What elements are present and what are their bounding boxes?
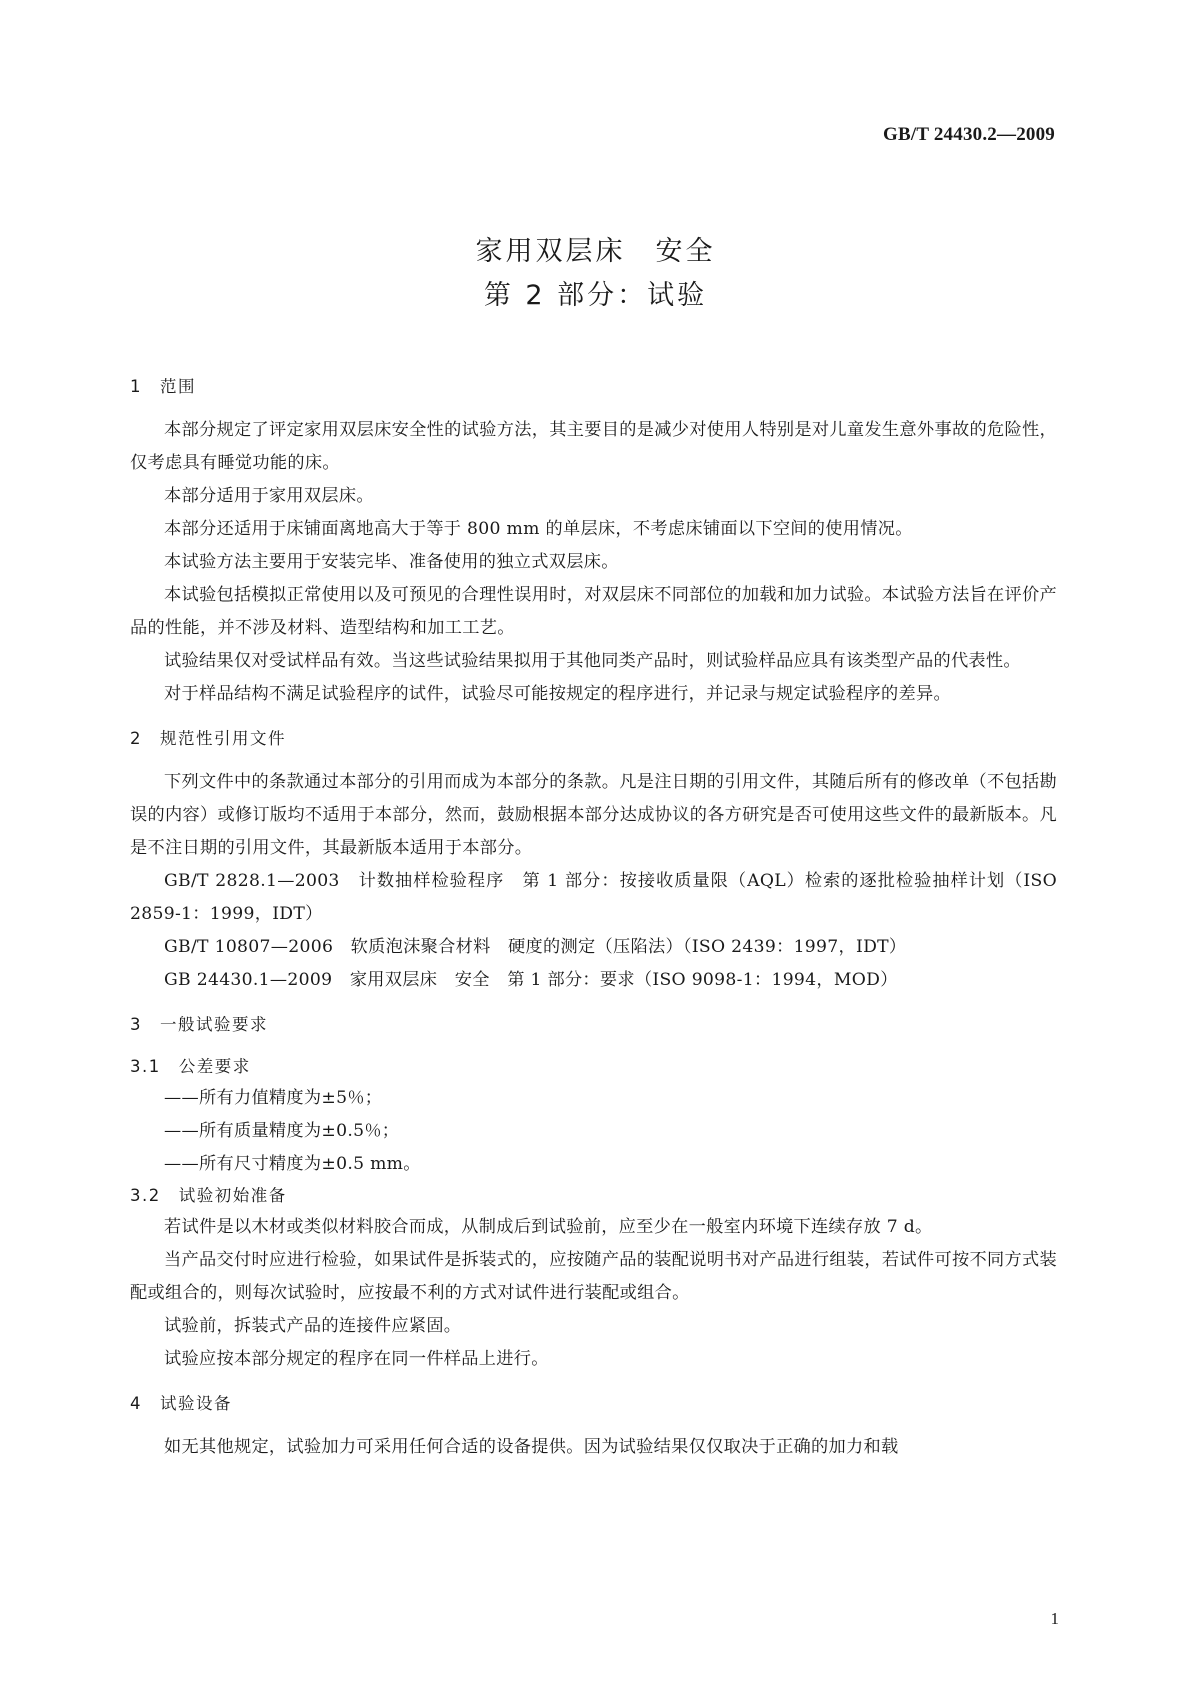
paragraph: 如无其他规定，试验加力可采用任何合适的设备提供。因为试验结果仅仅取决于正确的加力和载 [164, 1437, 899, 1457]
paragraph: 对于样品结构不满足试验程序的试件，试验尽可能按规定的程序进行，并记录与规定试验程序的差异。 [164, 684, 951, 704]
document-body [130, 372, 1057, 1464]
document-subtitle: 第 2 部分：试验 [483, 280, 708, 311]
paragraph: 试验结果仅对受试样品有效。当这些试验结果拟用于其他同类产品时，则试验样品应具有该类型产品的代表性。 [164, 651, 1021, 671]
paragraph: 本部分适用于家用双层床。 [164, 486, 374, 506]
paragraph: 试验应按本部分规定的程序在同一件样品上进行。 [164, 1349, 549, 1369]
section-heading [130, 372, 1057, 402]
paragraph: 本部分还适用于床铺面离地高大于等于 800 mm 的单层床，不考虑床铺面以下空间的使用情况。 [164, 519, 913, 539]
standard-code: GB/T 24430.2—2009 [883, 124, 1055, 145]
reference-item: GB 24430.1—2009 家用双层床 安全 第 1 部分：要求（ISO 9098-1：1994，MOD） [164, 970, 898, 990]
list-item: ——所有质量精度为±0.5％； [164, 1121, 400, 1141]
subsection-title: 公差要求 [178, 1057, 251, 1076]
section-title: 试验设备 [160, 1394, 232, 1413]
subsection-heading [130, 1181, 1057, 1211]
page-number: 1 [1050, 1609, 1059, 1628]
section-number: 1 [130, 377, 142, 396]
section-heading [130, 1010, 1057, 1040]
section-title: 范围 [160, 377, 196, 396]
section-heading [130, 724, 1057, 754]
paragraph: 试验前，拆装式产品的连接件应紧固。 [164, 1316, 462, 1336]
reference-item: GB/T 10807—2006 软质泡沫聚合材料 硬度的测定（压陷法）（ISO 2439：1997，IDT） [164, 937, 907, 957]
paragraph: 本试验方法主要用于安装完毕、准备使用的独立式双层床。 [164, 552, 619, 572]
paragraph: 本部分规定了评定家用双层床安全性的试验方法，其主要目的是减少对使用人特别是对儿童发生意外事故的危险性，仅考虑具有睡觉功能的床。 [130, 420, 1057, 473]
paragraph: 本试验包括模拟正常使用以及可预见的合理性误用时，对双层床不同部位的加载和加力试验。本试验方法旨在评价产品的性能，并不涉及材料、造型结构和加工工艺。 [130, 585, 1057, 638]
section-title: 一般试验要求 [160, 1015, 268, 1034]
subsection-title: 试验初始准备 [178, 1186, 287, 1205]
list-item: ——所有尺寸精度为±0.5 mm。 [164, 1154, 421, 1174]
document-title: 家用双层床 安全 [475, 236, 716, 267]
subsection-number: 3.2 [130, 1186, 161, 1205]
paragraph: 若试件是以木材或类似材料胶合而成，从制成后到试验前，应至少在一般室内环境下连续存放 7 d。 [164, 1217, 933, 1237]
list-item: ——所有力值精度为±5％； [164, 1088, 383, 1108]
section-number: 3 [130, 1015, 142, 1034]
paragraph: 当产品交付时应进行检验，如果试件是拆装式的，应按随产品的装配说明书对产品进行组装，若试件可按不同方式装配或组合的，则每次试验时，应按最不利的方式对试件进行装配或组合。 [130, 1250, 1057, 1303]
paragraph: 下列文件中的条款通过本部分的引用而成为本部分的条款。凡是注日期的引用文件，其随后所有的修改单（不包括勘误的内容）或修订版均不适用于本部分，然而，鼓励根据本部分达成协议的各方研究是否可使用这些文件的最新版本。凡是不注日期的引用文件，其最新版本适用于本部分。 [130, 772, 1057, 858]
subsection-heading [130, 1052, 1057, 1082]
subsection-number: 3.1 [130, 1057, 161, 1076]
section-number: 4 [130, 1394, 142, 1413]
section-title: 规范性引用文件 [160, 729, 286, 748]
section-number: 2 [130, 729, 142, 748]
reference-item: GB/T 2828.1—2003 计数抽样检验程序 第 1 部分：按接收质量限（AQL）检索的逐批检验抽样计划（ISO 2859-1：1999，IDT） [130, 871, 1057, 924]
section-heading [130, 1389, 1057, 1419]
